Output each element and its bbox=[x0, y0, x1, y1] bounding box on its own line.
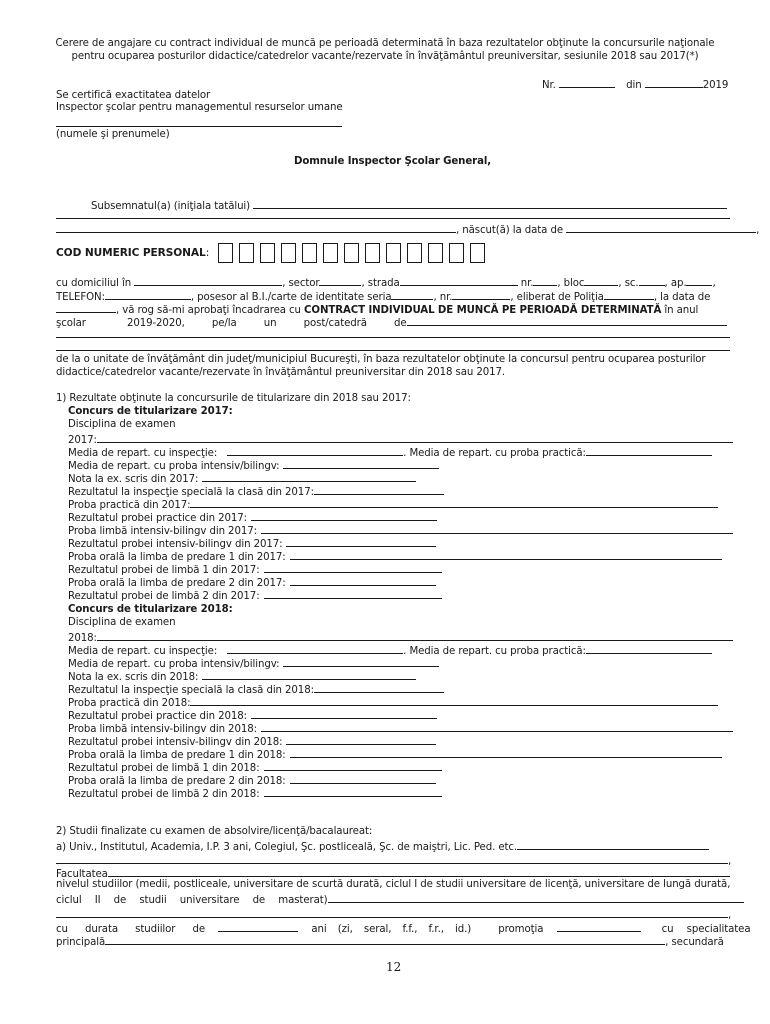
subsemnatul-line bbox=[91, 198, 727, 213]
certification-line: Se certifică exactitatea datelor bbox=[56, 90, 211, 101]
cnp-digit-box[interactable] bbox=[323, 243, 338, 263]
media-intensiv-2018-field[interactable] bbox=[283, 656, 439, 667]
id-series-field[interactable] bbox=[391, 289, 433, 300]
rezultat-practice-2017-field[interactable] bbox=[251, 510, 437, 521]
intensiv-rez-2018-line: Rezultatul probei intensiv-bilingv din 2018: bbox=[68, 734, 436, 749]
cnp-digit-box[interactable] bbox=[449, 243, 464, 263]
institution-field[interactable] bbox=[517, 839, 709, 850]
issue-date-field[interactable] bbox=[56, 302, 116, 313]
facultatea-field[interactable] bbox=[108, 866, 730, 877]
orala2-2018-field[interactable] bbox=[290, 773, 436, 784]
nivel-line1: nivelul studiilor (medii, postliceale, universitare de scurtă durată, ciclul I de studii universitare de licenţă, universitare de lungă durată, bbox=[56, 879, 731, 890]
media-inspectie-2017-field[interactable] bbox=[227, 445, 403, 456]
orala1-2018-line: Proba orală la limba de predare 1 din 2018: bbox=[68, 747, 722, 762]
limba2-2017-line: Rezultatul probei de limbă 2 din 2017: bbox=[68, 588, 442, 603]
city-field[interactable] bbox=[134, 275, 282, 286]
rezultat-intensiv-2018-field[interactable] bbox=[286, 734, 436, 745]
name-field-continuation[interactable] bbox=[56, 218, 730, 219]
salutation: Domnule Inspector Şcolar General, bbox=[293, 156, 492, 167]
medie-2017-line: Media de repart. cu inspecţie: . Media de repart. cu proba practică: bbox=[68, 445, 712, 460]
nr-label: Nr. bbox=[542, 80, 556, 91]
disciplina-2017-line: 2017: bbox=[68, 432, 733, 447]
limba-2017-line: Proba limbă intensiv-bilingv din 2017: bbox=[68, 523, 733, 538]
unitate-line1: de la o unitate de învăţământ din judeţ/municipiul Bucureşti, în baza rezultatelor obţinute la concursul pentru ocuparea posturilor bbox=[56, 354, 706, 365]
subsemnatul-label: Subsemnatul(a) (iniţiala tatălui) bbox=[91, 201, 251, 212]
intensiv-2018-line: Media de repart. cu proba intensiv/bilingv: bbox=[68, 656, 439, 671]
limba2-2018-line: Rezultatul probei de limbă 2 din 2018: bbox=[68, 786, 442, 801]
inspector-name-field[interactable] bbox=[56, 126, 342, 127]
nr-field[interactable] bbox=[559, 77, 615, 88]
inspectie-2018-line: Rezultatul la inspecţie specială la clasă din 2018: bbox=[68, 682, 444, 697]
apartment-field[interactable] bbox=[686, 275, 712, 286]
post-field-continuation[interactable] bbox=[56, 337, 730, 338]
orala1-2017-line: Proba orală la limba de predare 1 din 2017: bbox=[68, 549, 722, 564]
rezultat-limba1-2017-field[interactable] bbox=[264, 562, 442, 573]
disciplina-2017-label: Disciplina de examen bbox=[68, 419, 176, 430]
contract-request-line: , vă rog să-mi aprobaţi încadrarea cu CONTRACT INDIVIDUAL DE MUNCĂ PE PERIOADĂ DETERMINATĂ în anul bbox=[56, 302, 698, 317]
nascut-label: , născut(ă) la data de bbox=[456, 225, 563, 236]
rezultat-practice-2017-line: Rezultatul probei practice din 2017: bbox=[68, 510, 437, 525]
disciplina-2018-line: 2018: bbox=[68, 630, 733, 645]
proba-practica-2018-field[interactable] bbox=[190, 695, 718, 706]
telefon-line: TELEFON: , posesor al B.I./carte de identitate seria , nr. , eliberat de Poliţia , la data de bbox=[56, 289, 710, 304]
media-practica-2018-field[interactable] bbox=[586, 643, 712, 654]
nivel-continuation-line: , bbox=[56, 907, 731, 922]
unitate-line2: didactice/catedrelor vacante/rezervate în învăţământul preuniversitar din 2018 sau 2017. bbox=[56, 367, 506, 378]
section2-heading: 2) Studii finalizate cu examen de absolvire/licenţă/bacalaureat: bbox=[56, 826, 373, 837]
form-title-line1: Cerere de angajare cu contract individual de muncă pe perioadă determinată în baza rezultatelor obţinute la concursurile naţionale bbox=[55, 38, 715, 49]
orala2-2018-line: Proba orală la limba de predare 2 din 2018: bbox=[68, 773, 436, 788]
cnp-digit-box[interactable] bbox=[260, 243, 275, 263]
orala2-2017-line: Proba orală la limba de predare 2 din 2017: bbox=[68, 575, 436, 590]
school-year-line: şcolar 2019-2020, pe/la un post/catedră de bbox=[56, 315, 727, 330]
cnp-digit-box[interactable] bbox=[365, 243, 380, 263]
rezultat-limba2-2018-field[interactable] bbox=[264, 786, 442, 797]
media-intensiv-2017-field[interactable] bbox=[283, 458, 439, 469]
cnp-digit-box[interactable] bbox=[302, 243, 317, 263]
cnp-digit-box[interactable] bbox=[407, 243, 422, 263]
practica-2018-line: Proba practică din 2018: bbox=[68, 695, 718, 710]
nivel-line2: ciclul II de studii universitare de masterat) bbox=[56, 892, 744, 907]
proba-limba-2018-field[interactable] bbox=[261, 721, 733, 732]
birth-date-line: , născut(ă) la data de , bbox=[56, 222, 759, 237]
studii-line: a) Univ., Institutul, Academia, I.P. 3 ani, Colegiul, Şc. postliceală, Şc. de maiştri, Lic. Ped. etc. bbox=[56, 839, 709, 854]
cnp-digit-box[interactable] bbox=[239, 243, 254, 263]
intensiv-2017-line: Media de repart. cu proba intensiv/bilingv: bbox=[68, 458, 439, 473]
institution-field-2[interactable] bbox=[56, 853, 728, 864]
rezultat-limba2-2017-field[interactable] bbox=[264, 588, 442, 599]
inspectie-2017-line: Rezultatul la inspecţie specială la clasă din 2017: bbox=[68, 484, 444, 499]
name-field-end[interactable] bbox=[56, 222, 456, 233]
street-field[interactable] bbox=[400, 275, 518, 286]
date-field[interactable] bbox=[645, 77, 703, 88]
limba1-2018-line: Rezultatul probei de limbă 1 din 2018: bbox=[68, 760, 442, 775]
staircase-field[interactable] bbox=[639, 275, 665, 286]
orala1-2018-field[interactable] bbox=[290, 747, 722, 758]
intensiv-rez-2017-line: Rezultatul probei intensiv-bilingv din 2017: bbox=[68, 536, 436, 551]
year-label: 2019 bbox=[702, 80, 729, 91]
concurs-2017-title: Concurs de titularizare 2017: bbox=[68, 406, 233, 417]
name-field[interactable] bbox=[253, 198, 727, 209]
cnp-label: COD NUMERIC PERSONAL bbox=[56, 247, 206, 259]
nota-scris-2017-field[interactable] bbox=[202, 471, 416, 482]
id-number-field[interactable] bbox=[452, 289, 510, 300]
nivel-studii-field-2[interactable] bbox=[56, 907, 728, 918]
street-number-field[interactable] bbox=[533, 275, 557, 286]
proba-practica-2017-field[interactable] bbox=[190, 497, 718, 508]
cnp-digit-box[interactable] bbox=[428, 243, 443, 263]
post-field[interactable] bbox=[407, 315, 727, 326]
concurs-2018-title: Concurs de titularizare 2018: bbox=[68, 604, 233, 615]
rezultat-practice-2018-field[interactable] bbox=[251, 708, 437, 719]
medie-2018-line: Media de repart. cu inspecţie: . Media de repart. cu proba practică: bbox=[68, 643, 712, 658]
disciplina-2018-field[interactable] bbox=[97, 630, 733, 641]
disciplina-2018-label: Disciplina de examen bbox=[68, 617, 176, 628]
sector-field[interactable] bbox=[319, 275, 361, 286]
birth-date-field[interactable] bbox=[566, 222, 756, 233]
rezultat-inspectie-2018-field[interactable] bbox=[314, 682, 444, 693]
institution-continuation-line: , bbox=[56, 853, 731, 868]
cnp-digit-box[interactable] bbox=[281, 243, 296, 263]
scris-2018-line: Nota la ex. scris din 2018: bbox=[68, 669, 416, 684]
cnp-digit-box[interactable] bbox=[386, 243, 401, 263]
nota-scris-2018-field[interactable] bbox=[202, 669, 416, 680]
promotia-field[interactable] bbox=[557, 921, 641, 932]
police-field[interactable] bbox=[604, 289, 654, 300]
nivel-studii-field[interactable] bbox=[328, 892, 744, 903]
post-field-continuation-2[interactable] bbox=[56, 350, 730, 351]
telefon-field[interactable] bbox=[105, 289, 191, 300]
din-label: din bbox=[626, 80, 642, 91]
media-practica-2017-field[interactable] bbox=[586, 445, 712, 456]
section1-heading: 1) Rezultate obţinute la concursurile de titularizare din 2018 sau 2017: bbox=[56, 393, 411, 404]
facultatea-line: Facultatea bbox=[56, 866, 730, 881]
specialitate-principala-field[interactable] bbox=[105, 934, 665, 945]
cnp-digit-box[interactable] bbox=[470, 243, 485, 263]
disciplina-2017-field[interactable] bbox=[97, 432, 733, 443]
rezultat-intensiv-2017-field[interactable] bbox=[286, 536, 436, 547]
proba-limba-2017-field[interactable] bbox=[261, 523, 733, 534]
durata-field[interactable] bbox=[218, 921, 298, 932]
rezultat-limba1-2018-field[interactable] bbox=[264, 760, 442, 771]
bloc-field[interactable] bbox=[584, 275, 618, 286]
address-line: cu domiciliul în , sector , strada nr. , bloc , sc. , ap. , bbox=[56, 275, 716, 290]
rezultat-practice-2018-line: Rezultatul probei practice din 2018: bbox=[68, 708, 437, 723]
cnp-digit-box[interactable] bbox=[344, 243, 359, 263]
limba1-2017-line: Rezultatul probei de limbă 1 din 2017: bbox=[68, 562, 442, 577]
cnp-digit-box[interactable] bbox=[218, 243, 233, 263]
orala1-2017-field[interactable] bbox=[290, 549, 722, 560]
durata-line: cu durata studiilor de ani (zi, seral, f.f., f.r., id.) promoţia cu specialitatea bbox=[56, 921, 750, 936]
specialitate-line: principală , secundară bbox=[56, 934, 724, 949]
inspector-name-label: (numele şi prenumele) bbox=[56, 129, 170, 140]
limba-2018-line: Proba limbă intensiv-bilingv din 2018: bbox=[68, 721, 733, 736]
orala2-2017-field[interactable] bbox=[290, 575, 436, 586]
cnp-label-wrapper: COD NUMERIC PERSONAL: bbox=[56, 247, 210, 259]
practica-2017-line: Proba practică din 2017: bbox=[68, 497, 718, 512]
page-number: 12 bbox=[386, 960, 402, 974]
form-title-line2: pentru ocuparea posturilor didactice/catedrelor vacante/rezervate în învăţământul preuniversitar, sesiunile 2018 sau 2017(*) bbox=[71, 51, 699, 62]
rezultat-inspectie-2017-field[interactable] bbox=[314, 484, 444, 495]
inspector-title: Inspector şcolar pentru managementul resurselor umane bbox=[56, 102, 343, 113]
media-inspectie-2018-field[interactable] bbox=[227, 643, 403, 654]
scris-2017-line: Nota la ex. scris din 2017: bbox=[68, 471, 416, 486]
contract-type: CONTRACT INDIVIDUAL DE MUNCĂ PE PERIOADĂ DETERMINATĂ bbox=[304, 305, 662, 316]
registration-number-line bbox=[542, 77, 728, 92]
